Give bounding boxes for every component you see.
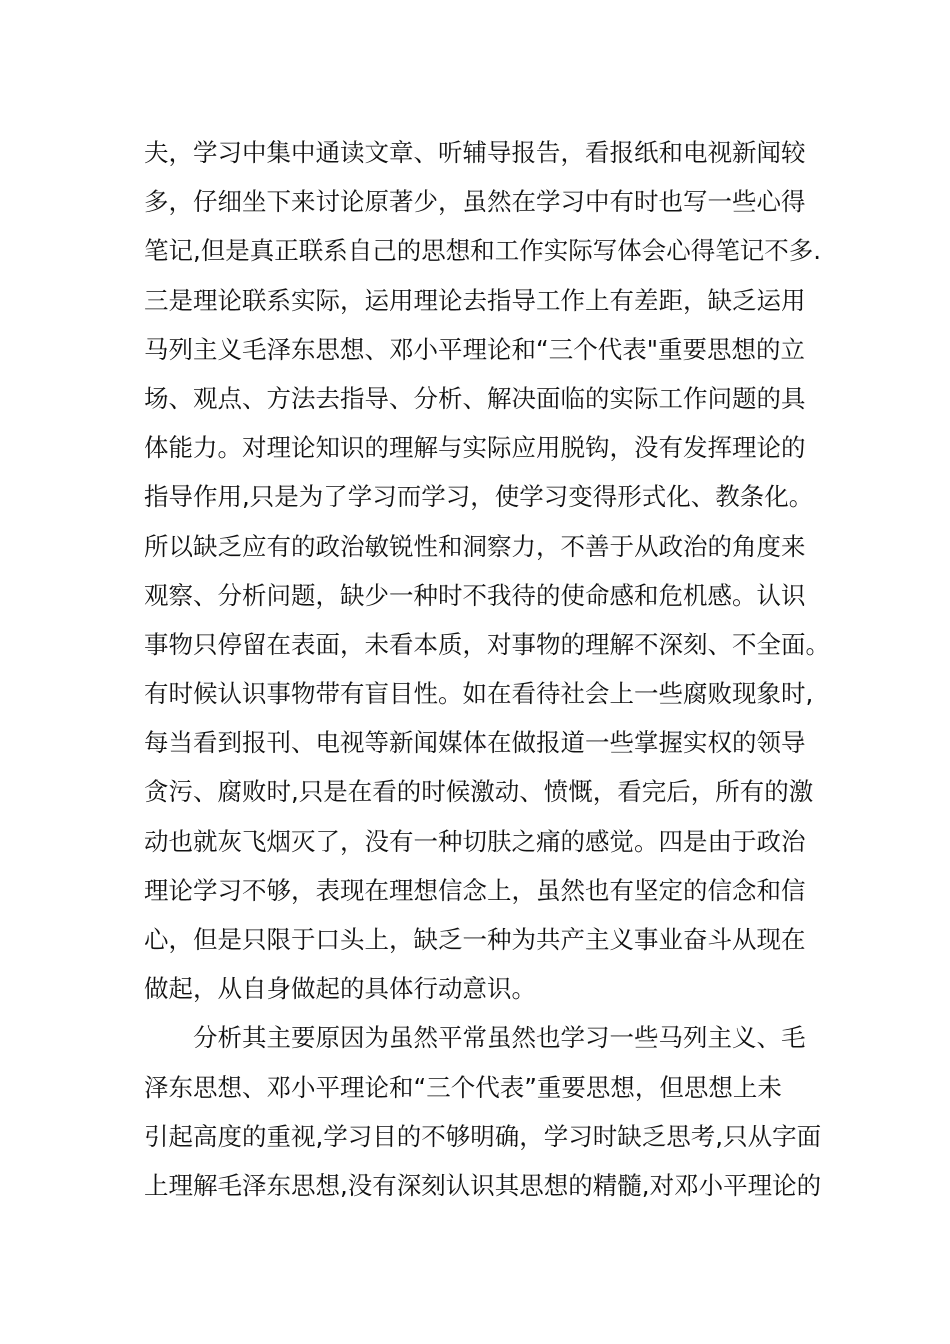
text-line-10: 观察、分析问题，缺少一种时不我待的使命感和危机感。认识 xyxy=(144,580,806,610)
text-line-6: 场、观点、方法去指导、分析、解决面临的实际工作问题的具 xyxy=(144,383,806,413)
text-line-1: 夫，学习中集中通读文章、听辅导报告，看报纸和电视新闻较 xyxy=(144,138,806,167)
text-line-19: 分析其主要原因为虽然平常虽然也学习一些马列主义、毛 xyxy=(144,1023,806,1053)
text-line-17: 心，但是只限于口头上，缺乏一种为共产主义事业奋斗从现在 xyxy=(144,925,806,954)
text-line-3: 笔记,但是真正联系自己的思想和工作实际写体会心得笔记不多. xyxy=(144,236,822,266)
text-line-15: 动也就灰飞烟灭了，没有一种切肤之痛的感觉。四是由于政治 xyxy=(144,826,806,856)
text-line-16: 理论学习不够，表现在理想信念上，虽然也有坚定的信念和信 xyxy=(144,875,806,905)
text-line-12: 有时候认识事物带有盲目性。如在看待社会上一些腐败现象时, xyxy=(144,679,814,709)
text-line-11: 事物只停留在表面，未看本质，对事物的理解不深刻、不全面。 xyxy=(144,629,830,659)
text-line-9: 所以缺乏应有的政治敏锐性和洞察力，不善于从政治的角度来 xyxy=(144,531,806,561)
text-line-21: 引起高度的重视,学习目的不够明确，学习时缺乏思考,只从字面 xyxy=(144,1121,822,1151)
text-line-18: 做起，从自身做起的具体行动意识。 xyxy=(144,974,536,1004)
document-body xyxy=(144,128,830,1210)
text-line-8: 指导作用,只是为了学习而学习，使学习变得形式化、教条化。 xyxy=(144,482,814,512)
text-line-22: 上理解毛泽东思想,没有深刻认识其思想的精髓,对邓小平理论的 xyxy=(144,1170,822,1200)
text-line-2: 多，仔细坐下来讨论原著少，虽然在学习中有时也写一些心得 xyxy=(144,187,806,217)
text-line-7: 体能力。对理论知识的理解与实际应用脱钩，没有发挥理论的 xyxy=(144,433,806,463)
text-line-20: 泽东思想、邓小平理论和“三个代表”重要思想，但思想上未 xyxy=(144,1072,782,1102)
text-line-13: 每当看到报刊、电视等新闻媒体在做报道一些掌握实权的领导 xyxy=(144,728,806,758)
text-line-14: 贪污、腐败时,只是在看的时候激动、愤慨，看完后，所有的激 xyxy=(144,777,814,807)
text-line-4: 三是理论联系实际，运用理论去指导工作上有差距，缺乏运用 xyxy=(144,285,806,315)
text-line-5: 马列主义毛泽东思想、邓小平理论和“三个代表"重要思想的立 xyxy=(144,334,805,364)
